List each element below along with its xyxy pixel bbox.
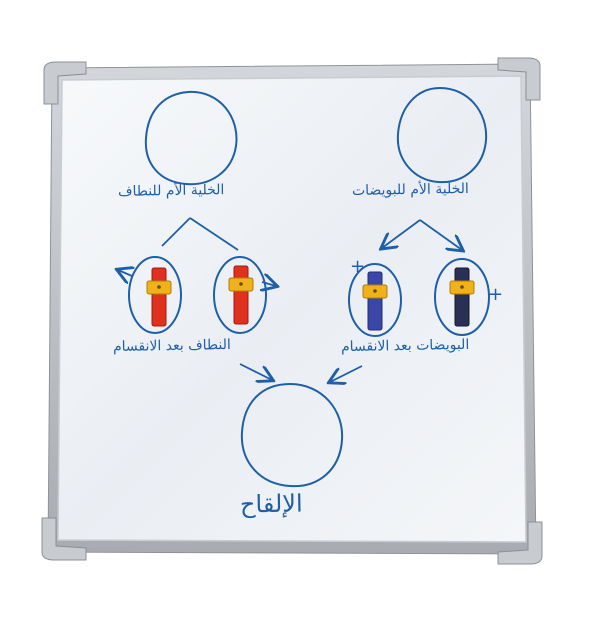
plus-sign-right: + xyxy=(488,284,504,305)
fertilization-label: الإلقاح xyxy=(239,489,303,519)
plus-sign-left: + xyxy=(350,256,366,277)
sperm-after-division-label: النطاف بعد الانقسام xyxy=(112,336,231,356)
egg-mother-cell-label: الخلية الأم للبويضات xyxy=(351,180,469,200)
sperm-mother-cell-label: الخلية الأم للنطاف xyxy=(117,182,225,200)
eggs-after-division-label: البويضات بعد الانقسام xyxy=(340,336,470,356)
